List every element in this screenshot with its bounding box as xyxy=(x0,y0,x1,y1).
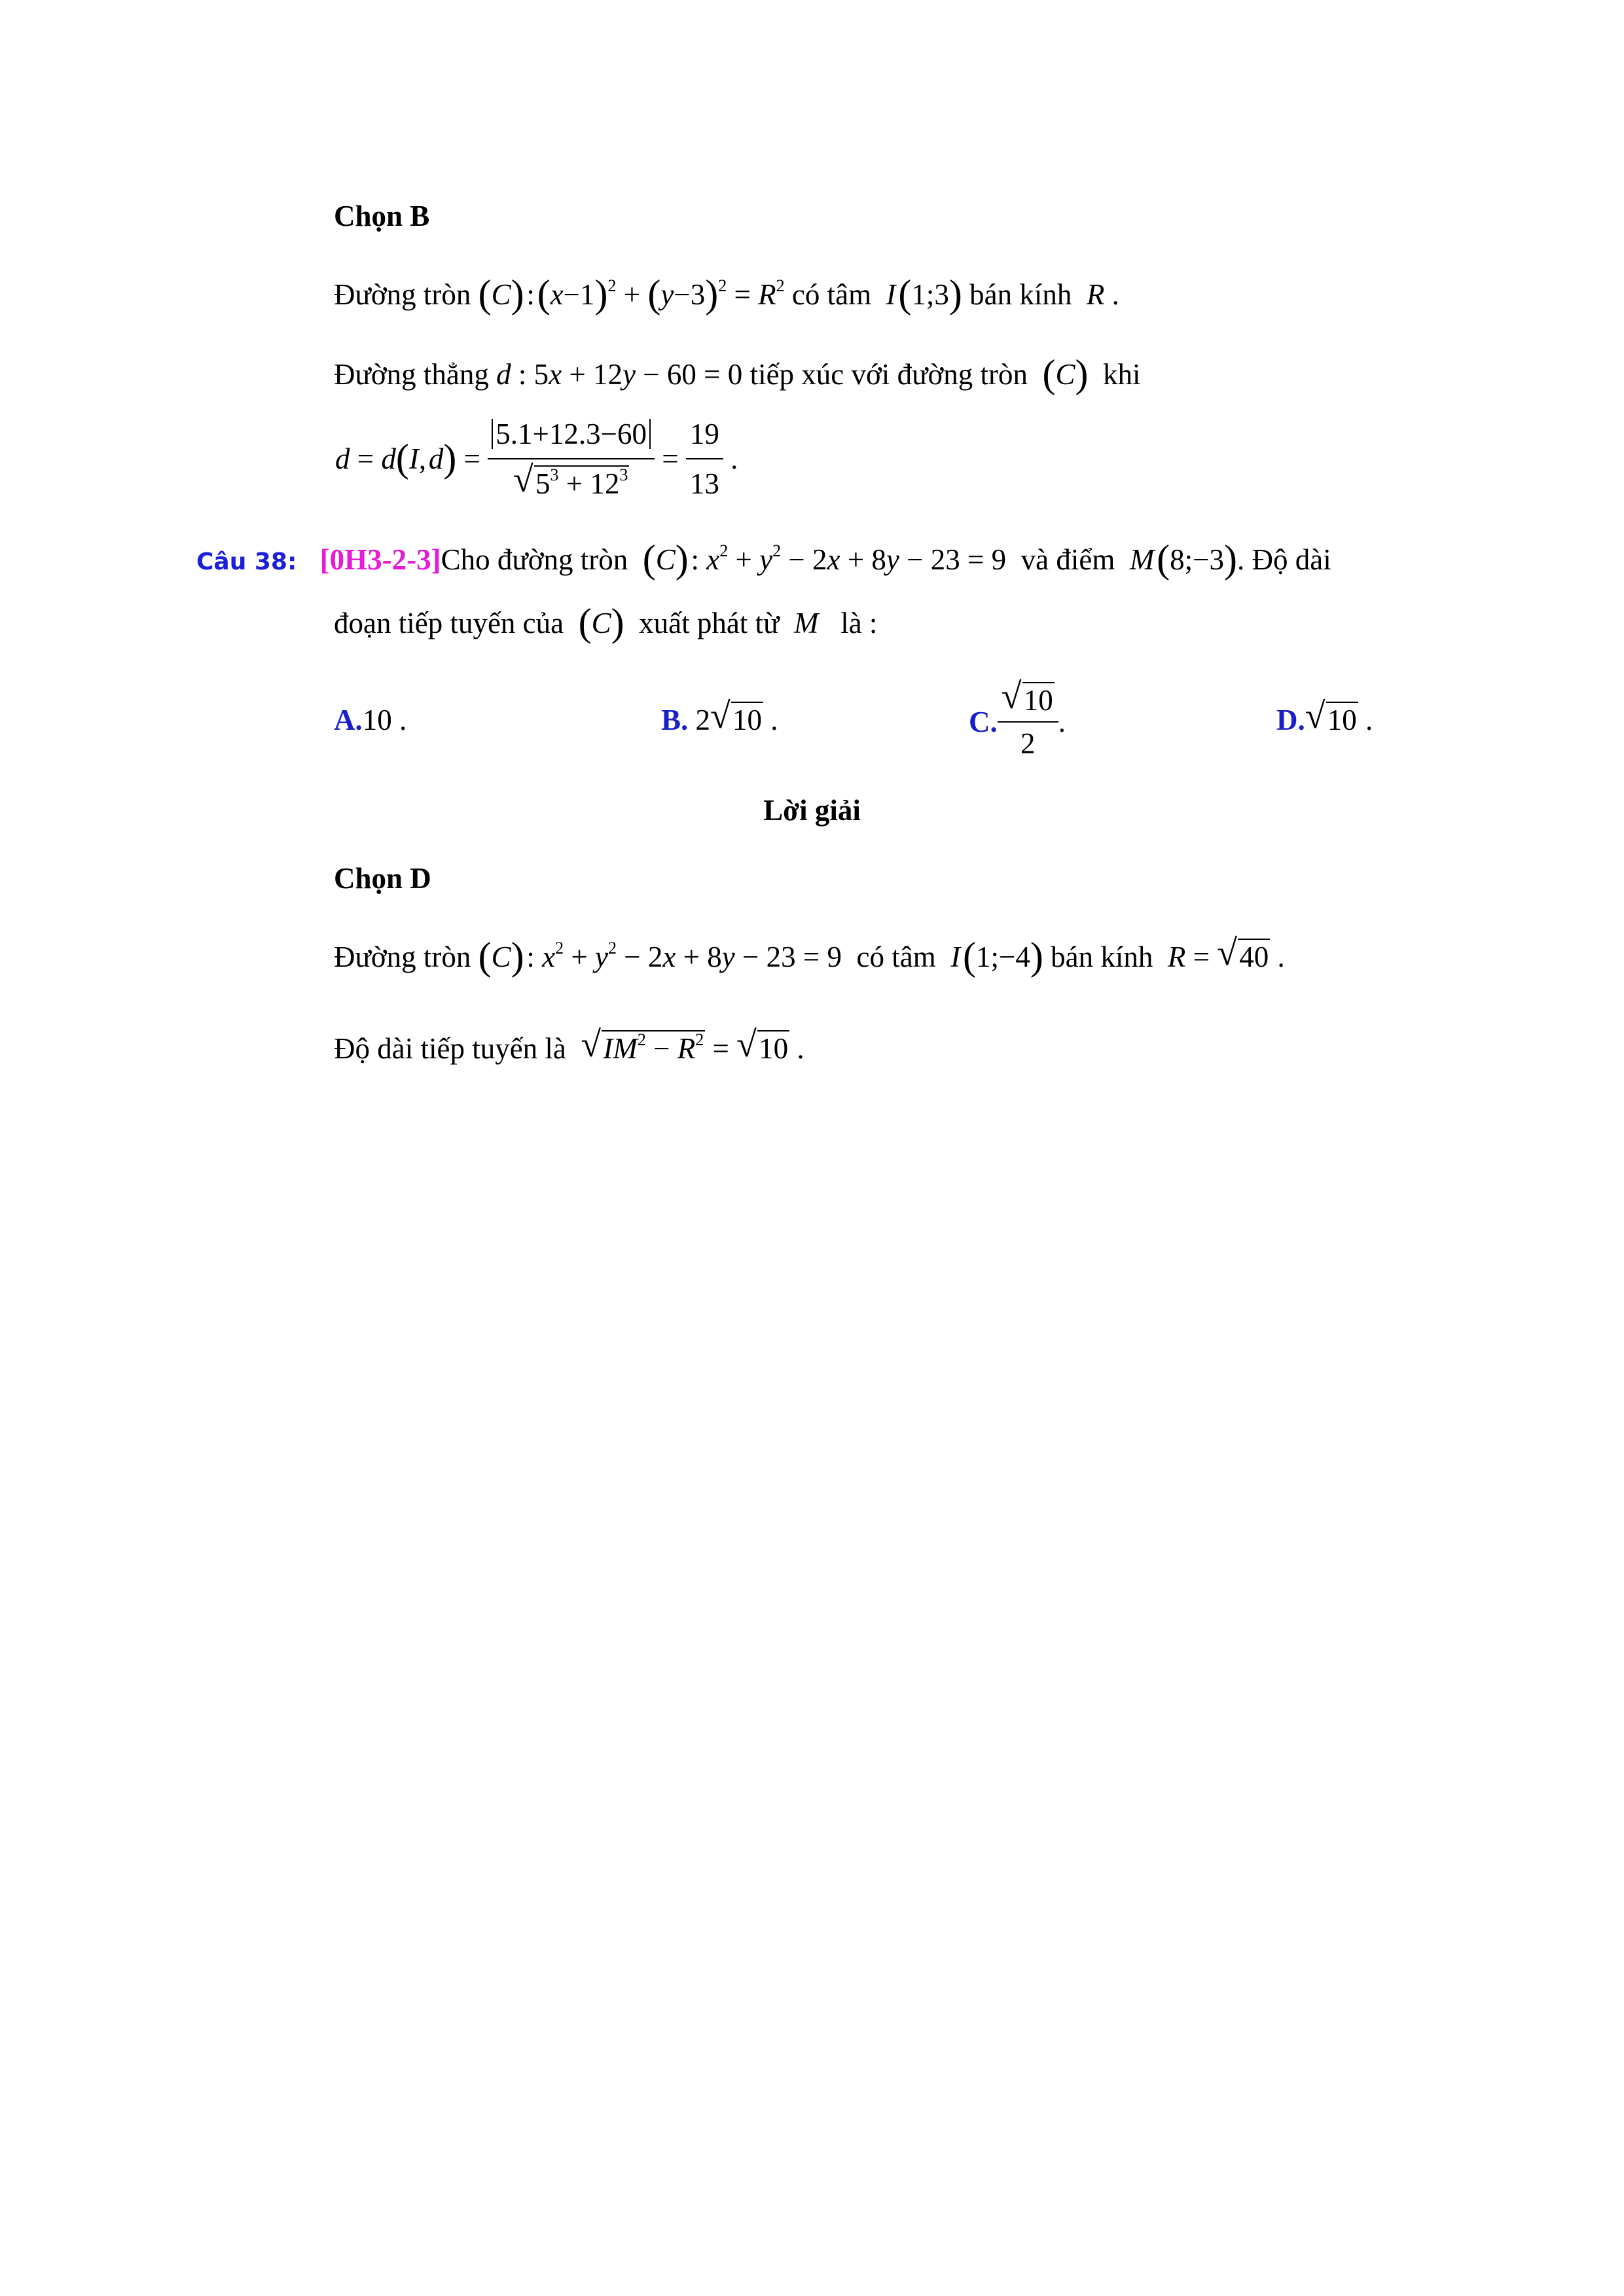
prev-numerator: 5.1+12.3−60 xyxy=(492,419,651,449)
option-c-fraction: √ $\frac{10}{2}$ xyxy=(998,681,1058,763)
option-c-label: C. xyxy=(969,706,998,738)
prev-tangent-suffix: tiếp xúc với đường tròn xyxy=(749,358,1028,391)
solution-circle-equation: (C) : $x^2 + y^2 - 2x + 8y - 23 = 9$ xyxy=(478,935,850,978)
prev-tangent-line xyxy=(334,352,1141,395)
solution-choice: Chọn D xyxy=(334,862,431,895)
option-d-label: D. xyxy=(1276,704,1305,736)
prev-radius: R . xyxy=(1086,278,1119,311)
solution-length-line xyxy=(334,1029,804,1068)
question-circle-ref: (C) xyxy=(578,601,624,644)
question-text-5: xuất phát từ xyxy=(639,607,780,639)
prev-distance-fraction: 5.1+12.3−60 √ $5^3 + 12^3$ xyxy=(488,411,655,507)
option-b-label: B. xyxy=(661,704,689,736)
solution-circle-line xyxy=(334,937,1285,977)
prev-circle-suffix: có tâm xyxy=(791,278,872,311)
question-text-3: Độ dài xyxy=(1252,543,1331,576)
solution-circle-suffix: có tâm xyxy=(856,941,936,973)
prev-circle-prefix: Đường tròn xyxy=(334,278,471,311)
option-a-label: A. xyxy=(334,704,363,736)
question-text-1: Cho đường tròn xyxy=(441,543,628,576)
question-text-6: là : xyxy=(840,607,878,639)
question-label: Câu 38: xyxy=(196,548,297,575)
prev-result-den: 13 xyxy=(689,467,719,500)
option-c[interactable]: C. √ $\frac{10}{2}$ . xyxy=(969,681,1066,763)
question-text-2: và điểm xyxy=(1020,543,1115,576)
question-line-2 xyxy=(334,603,877,643)
prev-tangent-circle: (C) xyxy=(1042,352,1089,395)
prev-circle-equation: (C) : $(x-1)^2 + (y-3)^2 = R^2$ xyxy=(478,272,785,315)
prev-center: I (1;3) xyxy=(886,272,962,315)
question-point-ref: M xyxy=(793,607,819,639)
option-b[interactable]: B. 2√ 10 . xyxy=(661,700,778,740)
prev-center-suffix: bán kính xyxy=(969,278,1072,311)
solution-circle-prefix: Đường tròn xyxy=(334,941,471,973)
prev-result-fraction xyxy=(686,411,723,507)
option-a[interactable]: A.10 . xyxy=(334,704,407,736)
question-text-4: đoạn tiếp tuyến của xyxy=(334,607,564,639)
option-d[interactable]: D.√ 10 . xyxy=(1276,700,1373,740)
question-line-1 xyxy=(196,537,1331,582)
prev-result-num: 19 xyxy=(686,411,723,459)
prev-tangent-end: khi xyxy=(1102,358,1141,391)
solution-center-suffix: bán kính xyxy=(1051,941,1153,973)
solution-center: I (1;−4) xyxy=(950,935,1043,978)
solution-length-prefix: Độ dài tiếp tuyến là xyxy=(334,1032,566,1065)
option-a-value: 10 xyxy=(362,704,392,736)
prev-line-equation: d : 5x + 12y − 60 = 0 xyxy=(496,358,743,391)
solution-length-formula: √ $IM^2 - R^2$ = √ 10 . xyxy=(573,1032,804,1065)
prev-distance-formula: d = d(I, d) = 5.1+12.3−60 √ $5^3 + 12^3$ = $\frac{19}{13}$ . xyxy=(335,411,738,507)
prev-choice: Chọn B xyxy=(334,200,430,232)
question-circle-equation: (C) : $x^2 + y^2 - 2x + 8y - 23 = 9$ xyxy=(642,537,1014,581)
solution-heading: Lời giải xyxy=(763,794,861,827)
question-code: [0H3-2-3] xyxy=(319,543,441,576)
prev-tangent-prefix: Đường thẳng xyxy=(334,358,489,391)
prev-circle-line xyxy=(334,272,1119,315)
solution-radius: R = √ 40 . xyxy=(1161,941,1285,973)
question-point: M (8;−3). xyxy=(1129,537,1245,581)
